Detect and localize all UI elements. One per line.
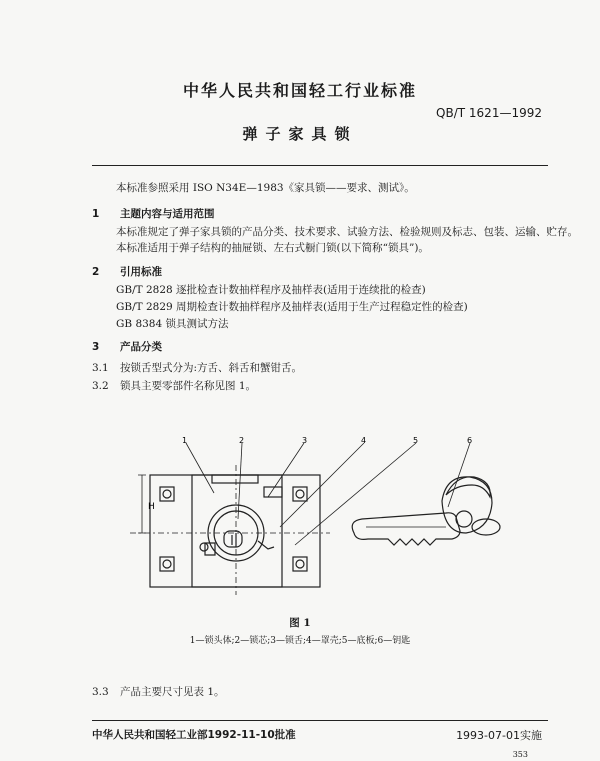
figure-1-drawing [120, 435, 510, 610]
reference-item: GB/T 2828 逐批检查计数抽样程序及抽样表(适用于连续批的检查) [116, 284, 426, 296]
dimension-h-line [138, 475, 146, 533]
section-2-heading [92, 264, 162, 279]
section-3-title: 产品分类 [120, 341, 162, 353]
clause-text: 按锁舌型式分为:方舌、斜舌和蟹钳舌。 [120, 362, 303, 374]
effective-date: 1993-07-01实施 [456, 729, 542, 742]
leader-line-1 [186, 443, 214, 493]
clause-3-1 [92, 360, 302, 375]
key-blade [352, 513, 460, 545]
screw-hole [160, 557, 174, 571]
section-3-number: 3 [92, 341, 100, 353]
leader-line-2 [238, 443, 242, 519]
reference-item: GB 8384 锁具测试方法 [116, 318, 229, 330]
keyway [224, 531, 242, 547]
clause-number: 3.2 [92, 380, 109, 392]
intro-text: 本标准参照采用 ISO N34E—1983《家具锁——要求、测试》。 [116, 182, 415, 194]
screw-hole-circle [296, 560, 304, 568]
keyway-slot [232, 533, 236, 547]
figure-caption: 1—锁头体;2—锁芯;3—锁舌;4—罩壳;5—底板;6—钥匙 [189, 636, 411, 646]
section-1-heading [92, 206, 215, 221]
key-bow-hole [456, 511, 472, 527]
screw-hole-circle [163, 490, 171, 498]
callout-2: 2 [239, 436, 245, 445]
approval-text: 中华人民共和国轻工业部1992-11-10批准 [92, 729, 296, 741]
leader-line-4 [280, 443, 364, 527]
standard-title: 中华人民共和国轻工行业标准 [182, 81, 417, 100]
clause-3-3 [92, 684, 225, 699]
clause-3-2 [92, 378, 256, 393]
screw-hole [293, 487, 307, 501]
section-1-paragraph: 本标准适用于弹子结构的抽屉锁、左右式橱门锁(以下简称“锁具”)。 [116, 242, 429, 254]
section-2-title: 引用标准 [120, 266, 162, 278]
screw-hole [293, 557, 307, 571]
screw-hole-circle [163, 560, 171, 568]
screw-hole [160, 487, 174, 501]
dimension-h-label: H [148, 502, 155, 512]
document-title: 弹子家具锁 [242, 125, 358, 143]
standard-code: QB/T 1621—1992 [436, 106, 542, 120]
reference-item: GB/T 2829 周期检查计数抽样程序及抽样表(适用于生产过程稳定性的检查) [116, 301, 468, 313]
clause-number: 3.3 [92, 686, 109, 698]
callout-6: 6 [467, 436, 473, 445]
section-2-number: 2 [92, 266, 100, 278]
header-rule [92, 165, 548, 166]
section-3-heading [92, 339, 162, 354]
callout-5: 5 [413, 436, 419, 445]
section-1-title: 主题内容与适用范围 [120, 208, 215, 220]
latch-tab [264, 487, 282, 497]
callout-4: 4 [361, 436, 367, 445]
clause-text: 锁具主要零部件名称见图 1。 [120, 380, 257, 392]
leader-line-3 [268, 443, 304, 497]
screw-hole-circle [296, 490, 304, 498]
figure-title: 图 1 [289, 617, 311, 629]
callout-1: 1 [182, 436, 188, 445]
cam-pin [200, 543, 208, 551]
clause-text: 产品主要尺寸见表 1。 [120, 686, 225, 698]
page-number: 353 [512, 750, 528, 759]
section-1-paragraph: 本标准规定了弹子家具锁的产品分类、技术要求、试验方法、检验规则及标志、包装、运输、贮存。 [116, 226, 578, 238]
footer-rule [92, 720, 548, 721]
clause-number: 3.1 [92, 362, 109, 374]
leader-line-6 [448, 443, 470, 507]
latch-bolt [212, 475, 258, 483]
section-1-number: 1 [92, 208, 100, 220]
callout-3: 3 [302, 436, 308, 445]
